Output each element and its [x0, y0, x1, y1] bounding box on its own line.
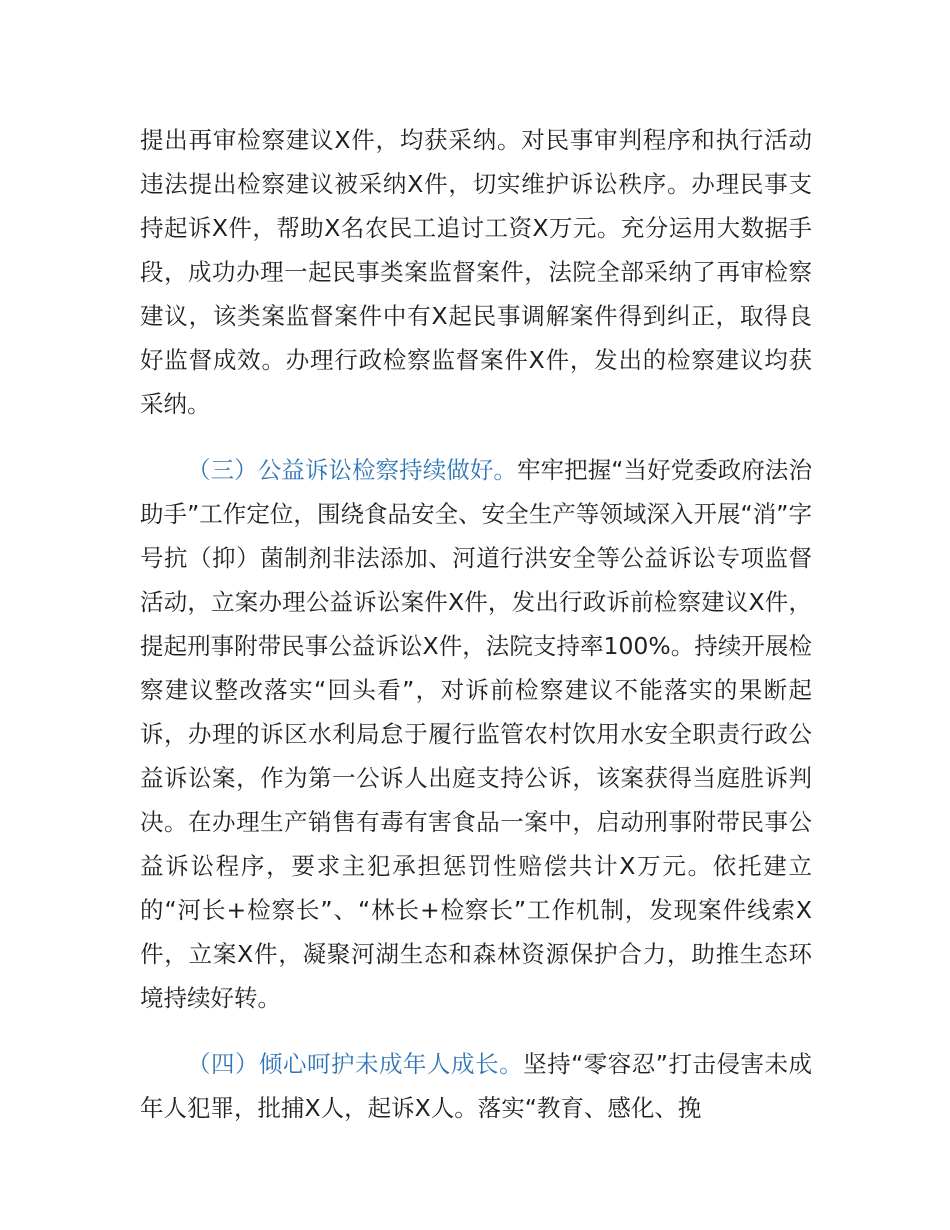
paragraph-minors-protection [140, 1042, 812, 1130]
paragraph-body: 提出再审检察建议X件，均获采纳。对民事审判程序和执行活动违法提出检察建议被采纳X件，切实维护诉讼秩序。办理民事支持起诉X件，帮助X名农民工追讨工资X万元。充分运用大数据手段，成功办理一起民事类案监督案件，法院全部采纳了再审检察建议，该类案监督案件中有X起民事调解案件得到纠正，取得良好监督成效。办理行政检察监督案件X件，发出的检察建议均获采纳。 [140, 126, 812, 418]
section-heading-four: （四）倾心呵护未成年人成长。 [187, 1050, 524, 1078]
paragraph-public-interest-litigation [140, 448, 812, 1020]
document-body [140, 118, 812, 1130]
paragraph-body: 牢牢把握“当好党委政府法治助手”工作定位，围绕食品安全、安全生产等领域深入开展“消”字号抗（抑）菌制剂非法添加、河道行洪安全等公益诉讼专项监督活动，立案办理公益诉讼案件X件，发出行政诉前检察建议X件，提起刑事附带民事公益诉讼X件，法院支持率100%。持续开展检察建议整改落实“回头看”，对诉前检察建议不能落实的果断起诉，办理的诉区水利局怠于履行监管农村饮用水安全职责行政公益诉讼案，作为第一公诉人出庭支持公诉，该案获得当庭胜诉判决。在办理生产销售有毒有害食品一案中，启动刑事附带民事公益诉讼程序，要求主犯承担惩罚性赔偿共计X万元。依托建立的“河长+检察长”、“林长+检察长”工作机制，发现案件线索X件，立案X件，凝聚河湖生态和森林资源保护合力，助推生态环境持续好转。 [140, 456, 812, 1012]
paragraph-civil-supervision [140, 118, 812, 426]
section-heading-three: （三）公益诉讼检察持续做好。 [187, 456, 517, 484]
paragraph-body: 坚持“零容忍”打击侵害未成年人犯罪，批捕X人，起诉X人。落实“教育、感化、挽 [140, 1050, 812, 1122]
